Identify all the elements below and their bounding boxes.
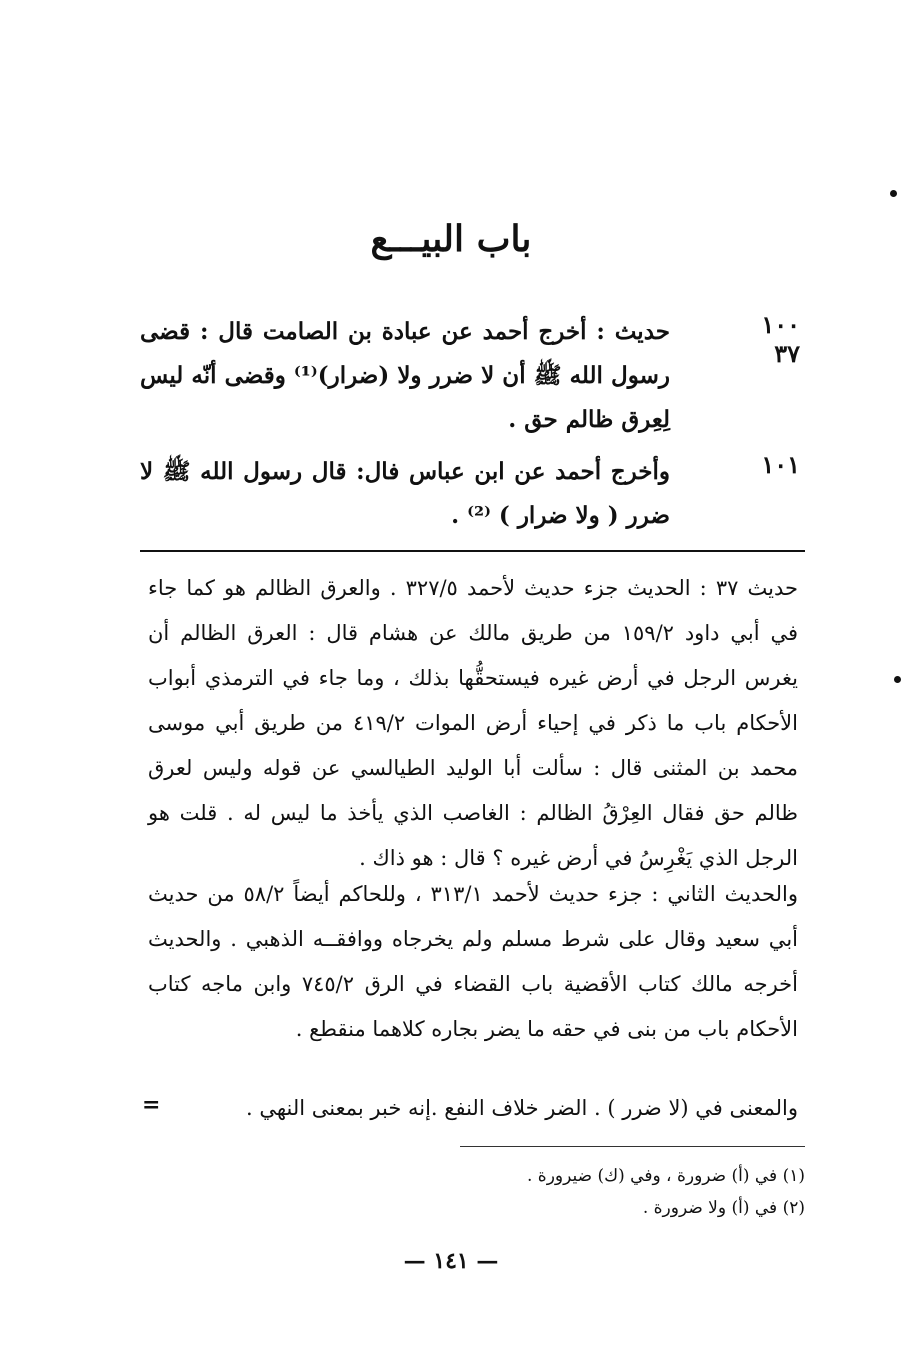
hadith-entry: [140, 310, 800, 442]
footnote: (٢) في (أ) ولا ضرورة .: [642, 1198, 805, 1218]
entry-numbers: [690, 310, 800, 368]
margin-dot: [890, 190, 897, 197]
entry-number: ١٠١: [761, 450, 800, 479]
entry-text: وأخرج أحمد عن ابن عباس فال: قال رسول الله ﷺ لا ضرر ( ولا ضرار ) ⁽²⁾ .: [140, 458, 670, 529]
entry-numbers: [690, 450, 800, 479]
footnote-divider: [460, 1146, 805, 1147]
margin-dot: [894, 676, 901, 683]
commentary-paragraph: والحديث الثاني : جزء حديث لأحمد ٣١٣/١ ، وللحاكم أيضاً ٥٨/٢ من حديث أبي سعيد وقال على شرط مسلم ولم يخرجاه ووافقــه الذهبي . والحديث أخرجه مالك كتاب الأقضية باب القضاء في الرق ٧٤٥/٢ وابن ماجه كتاب الأحكام باب من بنى في حقه ما يضر بجاره كلاهما منقطع .: [148, 882, 798, 1041]
commentary-paragraph: والمعنى في (لا ضرر ) . الضر خلاف النفع .إنه خبر بمعنى النهي .: [246, 1096, 798, 1120]
page-number: — ١٤١ —: [403, 1248, 499, 1274]
hadith-entry: [140, 450, 800, 538]
footnotes: [300, 1160, 805, 1224]
chapter-title: باب البيـــع: [370, 218, 532, 260]
footnote: (١) في (أ) ضرورة ، وفي (ك) ضيرورة .: [526, 1166, 805, 1186]
section-divider: [140, 550, 805, 552]
hadith-number: ٣٧: [774, 339, 800, 368]
entry-text: حديث : أخرج أحمد عن عبادة بن الصامت قال : قضى رسول الله ﷺ أن لا ضرر ولا (ضرار)⁽¹⁾ وقضى أنّه ليس لِعِرق ظالم حق .: [140, 318, 671, 433]
commentary-paragraph: حديث ٣٧ : الحديث جزء حديث لأحمد ٣٢٧/٥ . والعرق الظالم هو كما جاء في أبي داود ١٥٩/٢ من طريق مالك عن هشام قال : العرق الظالم أن يغرس الرجل في أرض غيره فيستحقُّها بذلك ، وما جاء في الترمذي أبواب الأحكام باب ما ذكر في إحياء أرض الموات ٤١٩/٢ من طريق أبي موسى محمد بن المثنى قال : سألت أبا الوليد الطيالسي عن قوله وليس لعرق ظالم حق فقال العِرْقُ الظالم : الغاصب الذي يأخذ ما ليس له . قلت هو الرجل الذي يَغْرِسُ في أرض غيره ؟ قال : هو ذاك .: [148, 576, 798, 870]
continuation-mark: =: [142, 1092, 161, 1118]
entry-number: ١٠٠: [761, 310, 800, 339]
